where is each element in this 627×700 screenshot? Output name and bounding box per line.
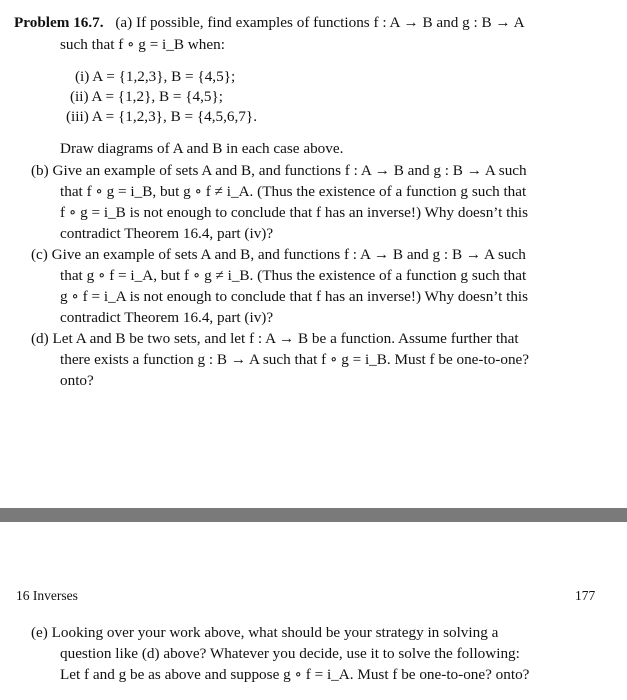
- part-c-line-1: (c) Give an example of sets A and B, and functions f : A → B and g : B → A such: [31, 246, 526, 263]
- part-c-line-3: g ∘ f = i_A is not enough to conclude that f has an inverse!) Why doesn’t this: [60, 288, 529, 305]
- problem-heading: [14, 14, 525, 32]
- case-iii: (iii) A = {1,2,3}, B = {4,5,6,7}.: [66, 108, 257, 125]
- part-c-line-4: contradict Theorem 16.4, part (iv)?: [60, 309, 274, 326]
- part-b-line-2: that f ∘ g = i_B, but g ∘ f ≠ i_A. (Thus the existence of a function g such that: [60, 183, 527, 200]
- part-a-line-1: (a) If possible, find examples of functions f : A → B and g : B → A: [115, 14, 525, 31]
- case-ii: (ii) A = {1,2}, B = {4,5};: [70, 88, 224, 105]
- problem-label: Problem 16.7.: [14, 14, 104, 31]
- case-i: (i) A = {1,2,3}, B = {4,5};: [75, 68, 236, 85]
- part-b-line-3: f ∘ g = i_B is not enough to conclude that f has an inverse!) Why doesn’t this: [60, 204, 529, 221]
- part-b-line-1: (b) Give an example of sets A and B, and functions f : A → B and g : B → A such: [31, 162, 527, 179]
- part-b-line-4: contradict Theorem 16.4, part (iv)?: [60, 225, 274, 242]
- part-e-line-2: question like (d) above? Whatever you decide, use it to solve the following:: [60, 645, 520, 662]
- page-number: 177: [575, 588, 596, 603]
- part-e-line-1: (e) Looking over your work above, what should be your strategy in solving a: [31, 624, 499, 641]
- part-a-draw-line: Draw diagrams of A and B in each case above.: [60, 140, 344, 157]
- part-a-line-2: such that f ∘ g = i_B when:: [60, 36, 225, 53]
- part-d-line-1: (d) Let A and B be two sets, and let f : A → B be a function. Assume further that: [31, 330, 519, 347]
- part-d-line-2: there exists a function g : B → A such that f ∘ g = i_B. Must f be one-to-one?: [60, 351, 530, 368]
- part-e-line-3: Let f and g be as above and suppose g ∘ f = i_A. Must f be one-to-one? onto?: [60, 666, 530, 683]
- part-c-line-2: that g ∘ f = i_A, but f ∘ g ≠ i_B. (Thus the existence of a function g such that: [60, 267, 527, 284]
- running-header-chapter: 16 Inverses: [16, 588, 78, 603]
- part-d-line-3: onto?: [60, 372, 94, 389]
- page-divider: [0, 508, 627, 522]
